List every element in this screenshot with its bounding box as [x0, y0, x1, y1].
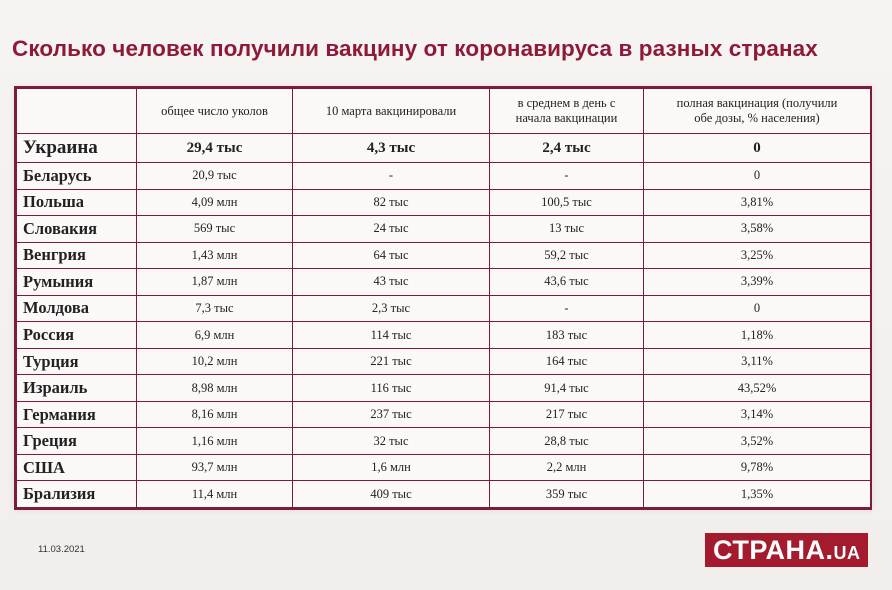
country-cell: Россия [17, 322, 137, 349]
full-vaccination-cell: 3,14% [644, 401, 871, 428]
daily-average-cell: 183 тыс [490, 322, 644, 349]
march-10-cell: 409 тыс [293, 481, 490, 508]
daily-average-cell: 59,2 тыс [490, 242, 644, 269]
logo-tld: UA [833, 543, 861, 563]
march-10-cell: 24 тыс [293, 216, 490, 243]
full-vaccination-cell: 1,18% [644, 322, 871, 349]
daily-average-cell: 43,6 тыс [490, 269, 644, 296]
total-doses-cell: 6,9 млн [137, 322, 293, 349]
table-row [17, 348, 871, 375]
full-vaccination-cell: 3,81% [644, 189, 871, 216]
total-doses-cell: 20,9 тыс [137, 163, 293, 190]
daily-average-cell: 2,4 тыс [490, 134, 644, 163]
table-body [17, 134, 871, 508]
page-title: Сколько человек получили вакцину от коронавируса в разных странах [12, 36, 818, 61]
full-vaccination-cell: 3,58% [644, 216, 871, 243]
march-10-cell: 4,3 тыс [293, 134, 490, 163]
country-cell: Молдова [17, 295, 137, 322]
country-cell: Украина [17, 134, 137, 163]
country-cell: Греция [17, 428, 137, 455]
march-10-cell: 82 тыс [293, 189, 490, 216]
full-vaccination-cell: 0 [644, 134, 871, 163]
table-row [17, 454, 871, 481]
vaccination-table-container [14, 86, 872, 510]
march-10-cell: 114 тыс [293, 322, 490, 349]
strana-ua-logo [705, 533, 868, 567]
daily-average-cell: - [490, 295, 644, 322]
total-doses-cell: 1,16 млн [137, 428, 293, 455]
total-doses-cell: 8,16 млн [137, 401, 293, 428]
table-row [17, 134, 871, 163]
daily-average-cell: 13 тыс [490, 216, 644, 243]
daily-average-cell: 359 тыс [490, 481, 644, 508]
total-doses-cell: 10,2 млн [137, 348, 293, 375]
table-row [17, 375, 871, 402]
publication-date: 11.03.2021 [38, 544, 85, 555]
march-10-cell: 64 тыс [293, 242, 490, 269]
full-vaccination-cell: 3,52% [644, 428, 871, 455]
total-doses-cell: 7,3 тыс [137, 295, 293, 322]
country-cell: Германия [17, 401, 137, 428]
country-cell: Венгрия [17, 242, 137, 269]
full-vaccination-cell: 9,78% [644, 454, 871, 481]
march-10-cell: 221 тыс [293, 348, 490, 375]
total-doses-cell: 11,4 млн [137, 481, 293, 508]
total-doses-cell: 1,87 млн [137, 269, 293, 296]
daily-average-cell: - [490, 163, 644, 190]
header-country [17, 89, 137, 134]
full-vaccination-cell: 1,35% [644, 481, 871, 508]
march-10-cell: 1,6 млн [293, 454, 490, 481]
country-cell: Словакия [17, 216, 137, 243]
daily-average-cell: 28,8 тыс [490, 428, 644, 455]
country-cell: Польша [17, 189, 137, 216]
country-cell: Румыния [17, 269, 137, 296]
total-doses-cell: 1,43 млн [137, 242, 293, 269]
table-header-row [17, 89, 871, 134]
country-cell: Беларусь [17, 163, 137, 190]
full-vaccination-cell: 3,11% [644, 348, 871, 375]
table-row [17, 216, 871, 243]
march-10-cell: 43 тыс [293, 269, 490, 296]
total-doses-cell: 29,4 тыс [137, 134, 293, 163]
march-10-cell: 2,3 тыс [293, 295, 490, 322]
daily-average-cell: 164 тыс [490, 348, 644, 375]
header-daily-average: в среднем в день с начала вакцинации [490, 89, 644, 134]
full-vaccination-cell: 0 [644, 163, 871, 190]
table-row [17, 322, 871, 349]
march-10-cell: 32 тыс [293, 428, 490, 455]
header-full-vaccination: полная вакцинация (получили обе дозы, % населения) [644, 89, 871, 134]
table-row [17, 189, 871, 216]
daily-average-cell: 217 тыс [490, 401, 644, 428]
country-cell: Брализия [17, 481, 137, 508]
daily-average-cell: 91,4 тыс [490, 375, 644, 402]
table-row [17, 401, 871, 428]
total-doses-cell: 569 тыс [137, 216, 293, 243]
march-10-cell: 237 тыс [293, 401, 490, 428]
table-row [17, 242, 871, 269]
table-row [17, 269, 871, 296]
table-row [17, 163, 871, 190]
march-10-cell: 116 тыс [293, 375, 490, 402]
march-10-cell: - [293, 163, 490, 190]
full-vaccination-cell: 3,39% [644, 269, 871, 296]
header-total-doses: общее число уколов [137, 89, 293, 134]
total-doses-cell: 8,98 млн [137, 375, 293, 402]
logo-dot: . [825, 535, 834, 565]
vaccination-table [16, 88, 871, 508]
header-march-10: 10 марта вакцинировали [293, 89, 490, 134]
country-cell: Израиль [17, 375, 137, 402]
total-doses-cell: 4,09 млн [137, 189, 293, 216]
full-vaccination-cell: 0 [644, 295, 871, 322]
country-cell: Турция [17, 348, 137, 375]
table-row [17, 428, 871, 455]
daily-average-cell: 100,5 тыс [490, 189, 644, 216]
country-cell: США [17, 454, 137, 481]
logo-main-text: СТРАНА [713, 535, 826, 565]
full-vaccination-cell: 43,52% [644, 375, 871, 402]
table-row [17, 295, 871, 322]
table-row [17, 481, 871, 508]
total-doses-cell: 93,7 млн [137, 454, 293, 481]
full-vaccination-cell: 3,25% [644, 242, 871, 269]
daily-average-cell: 2,2 млн [490, 454, 644, 481]
